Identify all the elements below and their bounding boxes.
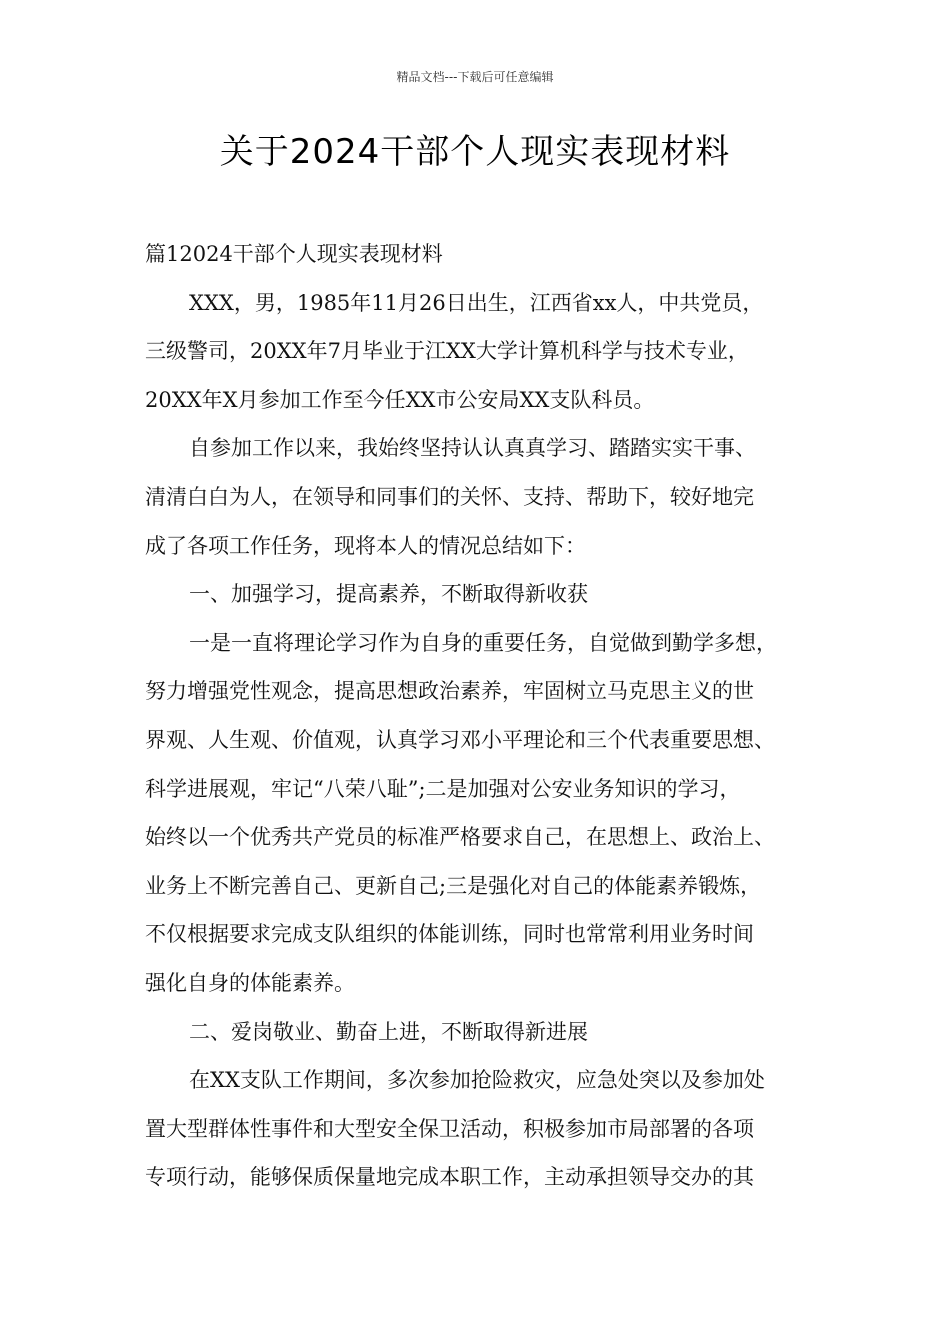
paragraph-line: 界观、人生观、价值观，认真学习邓小平理论和三个代表重要思想、 (145, 727, 775, 752)
paragraph-line: 20XX年X月参加工作至今任XX市公安局XX支队科员。 (145, 387, 655, 412)
paragraph-line: 三级警司，20XX年7月毕业于江XX大学计算机科学与技术专业， (145, 339, 749, 364)
paragraph-line: 专项行动，能够保质保量地完成本职工作，主动承担领导交办的其 (145, 1165, 754, 1190)
document-body (145, 230, 825, 1202)
subheading-line: 二、爱岗敬业、勤奋上进，不断取得新进展 (189, 1019, 588, 1044)
document-title: 关于2024干部个人现实表现材料 (219, 132, 731, 172)
paragraph-line: 努力增强党性观念，提高思想政治素养，牢固树立马克思主义的世 (145, 679, 754, 704)
paragraph-line: 自参加工作以来，我始终坚持认认真真学习、踏踏实实干事、 (189, 436, 756, 461)
section-heading-line: 篇12024干部个人现实表现材料 (145, 242, 443, 266)
subheading-line: 一、加强学习，提高素养，不断取得新收获 (189, 582, 588, 607)
paragraph-line: 始终以一个优秀共产党员的标准严格要求自己，在思想上、政治上、 (145, 825, 775, 850)
paragraph-line: 业务上不断完善自己、更新自己;三是强化对自己的体能素养锻炼， (145, 873, 762, 898)
header-note: 精品文档---下载后可任意编辑 (396, 70, 554, 84)
paragraph-line: 科学进展观，牢记“八荣八耻”;二是加强对公安业务知识的学习， (145, 776, 741, 801)
paragraph-line: 不仅根据要求完成支队组织的体能训练，同时也常常利用业务时间 (145, 922, 754, 947)
paragraph-line: 成了各项工作任务，现将本人的情况总结如下： (145, 533, 586, 558)
paragraph-line: XXX，男，1985年11月26日出生，江西省xx人，中共党员， (189, 290, 764, 315)
paragraph-line: 置大型群体性事件和大型安全保卫活动，积极参加市局部署的各项 (145, 1116, 754, 1141)
paragraph-line: 强化自身的体能素养。 (145, 970, 355, 995)
paragraph-line: 一是一直将理论学习作为自身的重要任务，自觉做到勤学多想， (189, 630, 777, 655)
paragraph-line: 在XX支队工作期间，多次参加抢险救灾，应急处突以及参加处 (189, 1068, 765, 1093)
paragraph-line: 清清白白为人，在领导和同事们的关怀、支持、帮助下，较好地完 (145, 484, 754, 509)
